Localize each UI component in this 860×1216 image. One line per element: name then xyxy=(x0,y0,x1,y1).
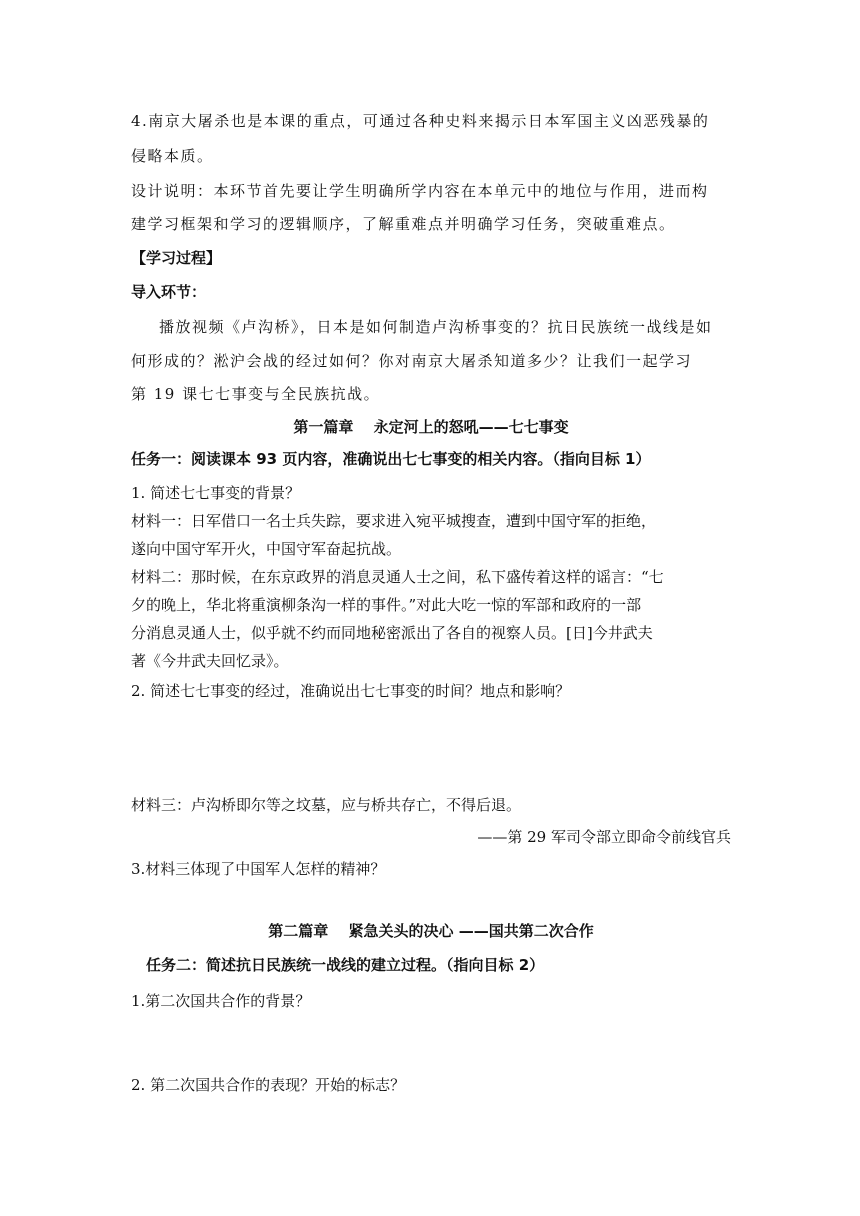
point4-line1: 4.南京大屠杀也是本课的重点，可通过各种史料来揭示日本军国主义凶恶残暴的 xyxy=(131,112,710,130)
material3-source: ——第 29 军司令部立即命令前线官兵 xyxy=(477,828,731,846)
lead-in-heading: 导入环节： xyxy=(131,283,207,301)
chapter1-title: 第一篇章 永定河上的怒吼——七七事变 xyxy=(293,418,569,436)
lead-in-line1: 播放视频《卢沟桥》，日本是如何制造卢沟桥事变的？抗日民族统一战线是如 xyxy=(159,318,713,336)
lead-in-line3: 第 19 课七七事变与全民族抗战。 xyxy=(131,385,381,403)
task1-heading: 任务一：阅读课本 93 页内容，准确说出七七事变的相关内容。（指向目标 1） xyxy=(131,450,651,468)
chapter2-title: 第二篇章 紧急关头的决心 ——国共第二次合作 xyxy=(268,922,594,940)
chapter2-question2: 2. 第二次国共合作的表现？开始的标志？ xyxy=(131,1076,406,1094)
lead-in-line2: 何形成的？淞沪会战的经过如何？你对南京大屠杀知道多少？让我们一起学习 xyxy=(131,352,693,370)
material2-line2: 夕的晚上，华北将重演柳条沟一样的事件。”对此大吃一惊的军部和政府的一部 xyxy=(131,596,642,614)
chapter1-question1: 1. 简述七七事变的背景？ xyxy=(131,484,301,502)
chapter2-question1: 1.第二次国共合作的背景？ xyxy=(131,992,311,1010)
design-note-line1: 设计说明：本环节首先要让学生明确所学内容在本单元中的地位与作用，进而构 xyxy=(131,182,709,200)
material2-line4: 著《今井武夫回忆录》。 xyxy=(131,652,289,670)
material3: 材料三：卢沟桥即尔等之坟墓，应与桥共存亡，不得后退。 xyxy=(131,796,522,814)
material1-line1: 材料一：日军借口一名士兵失踪，要求进入宛平城搜查，遭到中国守军的拒绝， xyxy=(131,512,657,530)
material2-line1: 材料二：那时候，在东京政界的消息灵通人士之间，私下盛传着这样的谣言：“七 xyxy=(131,568,664,586)
process-heading: 【学习过程】 xyxy=(131,249,222,267)
chapter1-question2: 2. 简述七七事变的经过，准确说出七七事变的时间？地点和影响？ xyxy=(131,682,571,700)
chapter1-question3: 3.材料三体现了中国军人怎样的精神？ xyxy=(131,860,386,878)
design-note-line2: 建学习框架和学习的逻辑顺序，了解重难点并明确学习任务，突破重难点。 xyxy=(131,215,676,233)
material1-line2: 遂向中国守军开火，中国守军奋起抗战。 xyxy=(131,540,402,558)
task2-heading: 任务二：简述抗日民族统一战线的建立过程。（指向目标 2） xyxy=(146,956,545,974)
point4-line2: 侵略本质。 xyxy=(131,147,214,165)
material2-line3: 分消息灵通人士，似乎就不约而同地秘密派出了各自的视察人员。[日]今井武夫 xyxy=(131,624,653,642)
